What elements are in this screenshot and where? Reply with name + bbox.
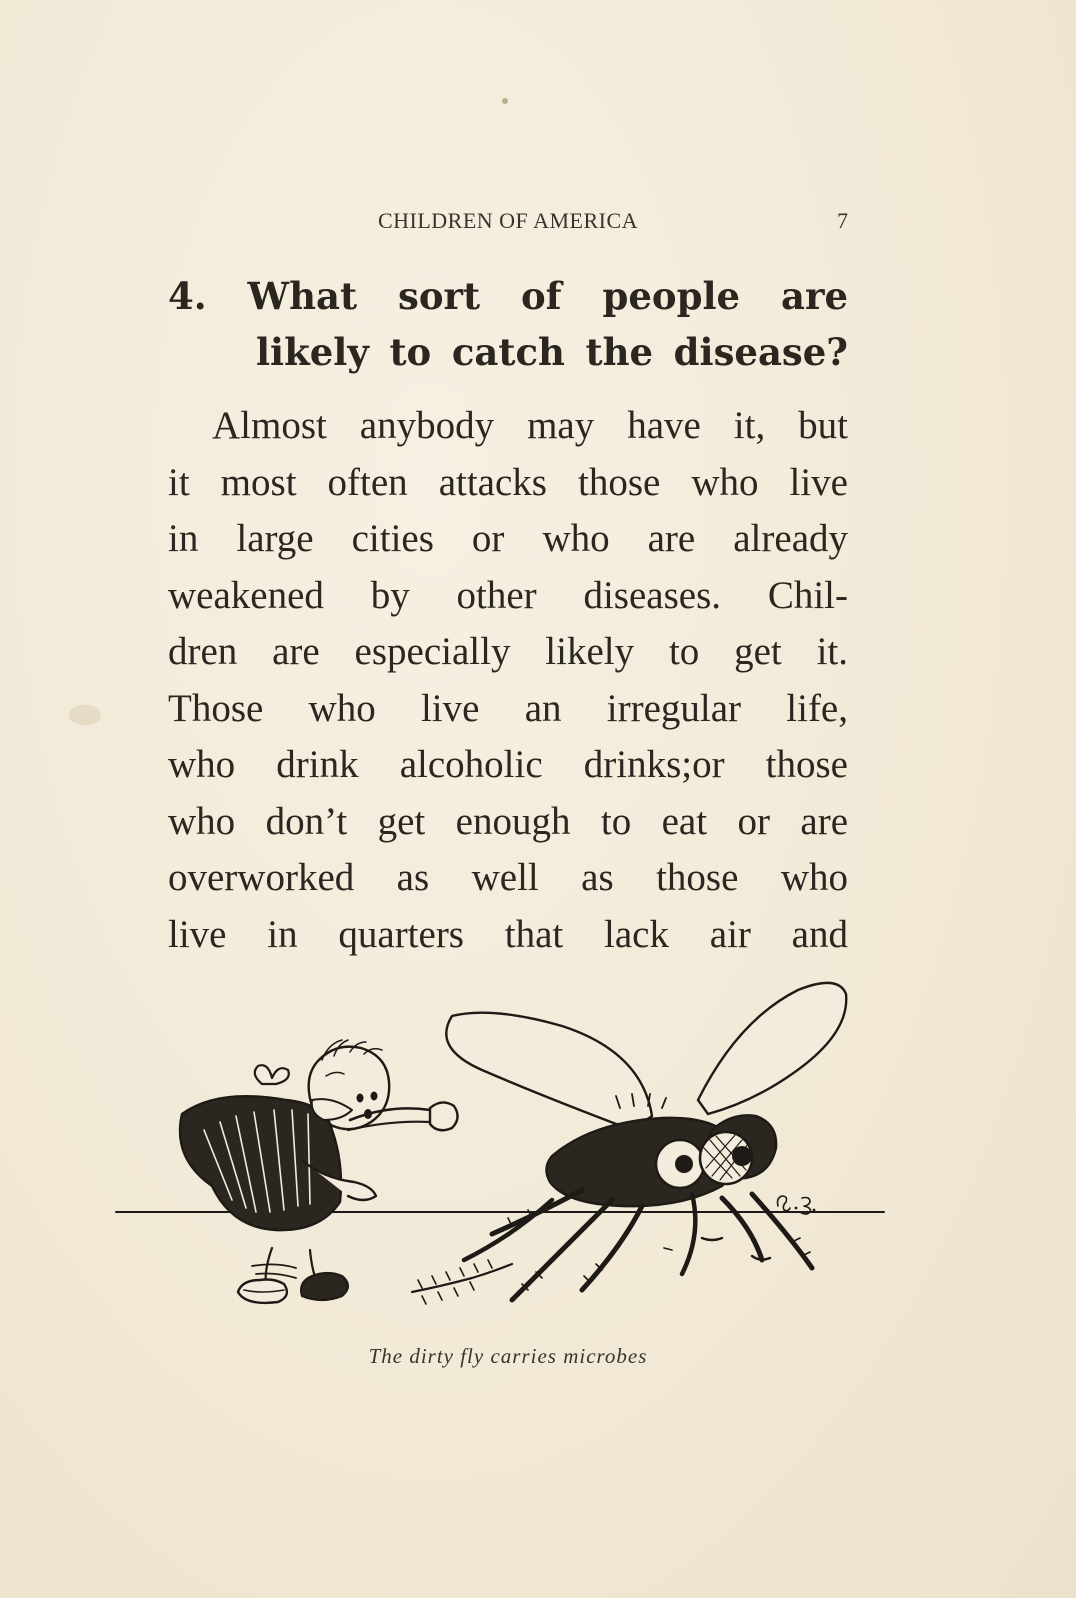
body-paragraph — [168, 398, 848, 963]
body-line: live in quarters that lack air and — [168, 912, 848, 956]
crumb-trail — [412, 1260, 512, 1304]
girl-and-fly-illustration — [112, 980, 892, 1330]
body-line: it most often attacks those who live — [168, 460, 848, 504]
body-line: weakened by other diseases. Chil- — [168, 573, 848, 617]
body-line: who drink alcoholic drinks;or those — [168, 743, 848, 786]
girl-figure — [180, 1040, 458, 1303]
running-head — [168, 208, 848, 242]
body-line: Those who live an irregular life, — [168, 686, 848, 730]
page-number: 7 — [837, 208, 848, 233]
paper-speck — [502, 98, 508, 104]
body-line: dren are especially likely to get it. — [168, 630, 848, 673]
body-line: Almost anybody may have it, but — [212, 404, 848, 447]
body-line: in large cities or who are already — [168, 517, 848, 560]
question-heading — [168, 268, 848, 380]
question-line: 4. What sort of people are — [168, 274, 848, 318]
paper-blemish — [70, 706, 100, 724]
question-line: likely to catch the disease? — [256, 330, 848, 374]
fly-figure — [446, 983, 846, 1300]
figure-caption: The dirty fly carries microbes — [368, 1344, 648, 1368]
body-line: who don’t get enough to eat or are — [168, 799, 848, 843]
running-title: CHILDREN OF AMERICA — [377, 208, 639, 233]
body-line: overworked as well as those who — [168, 856, 848, 899]
